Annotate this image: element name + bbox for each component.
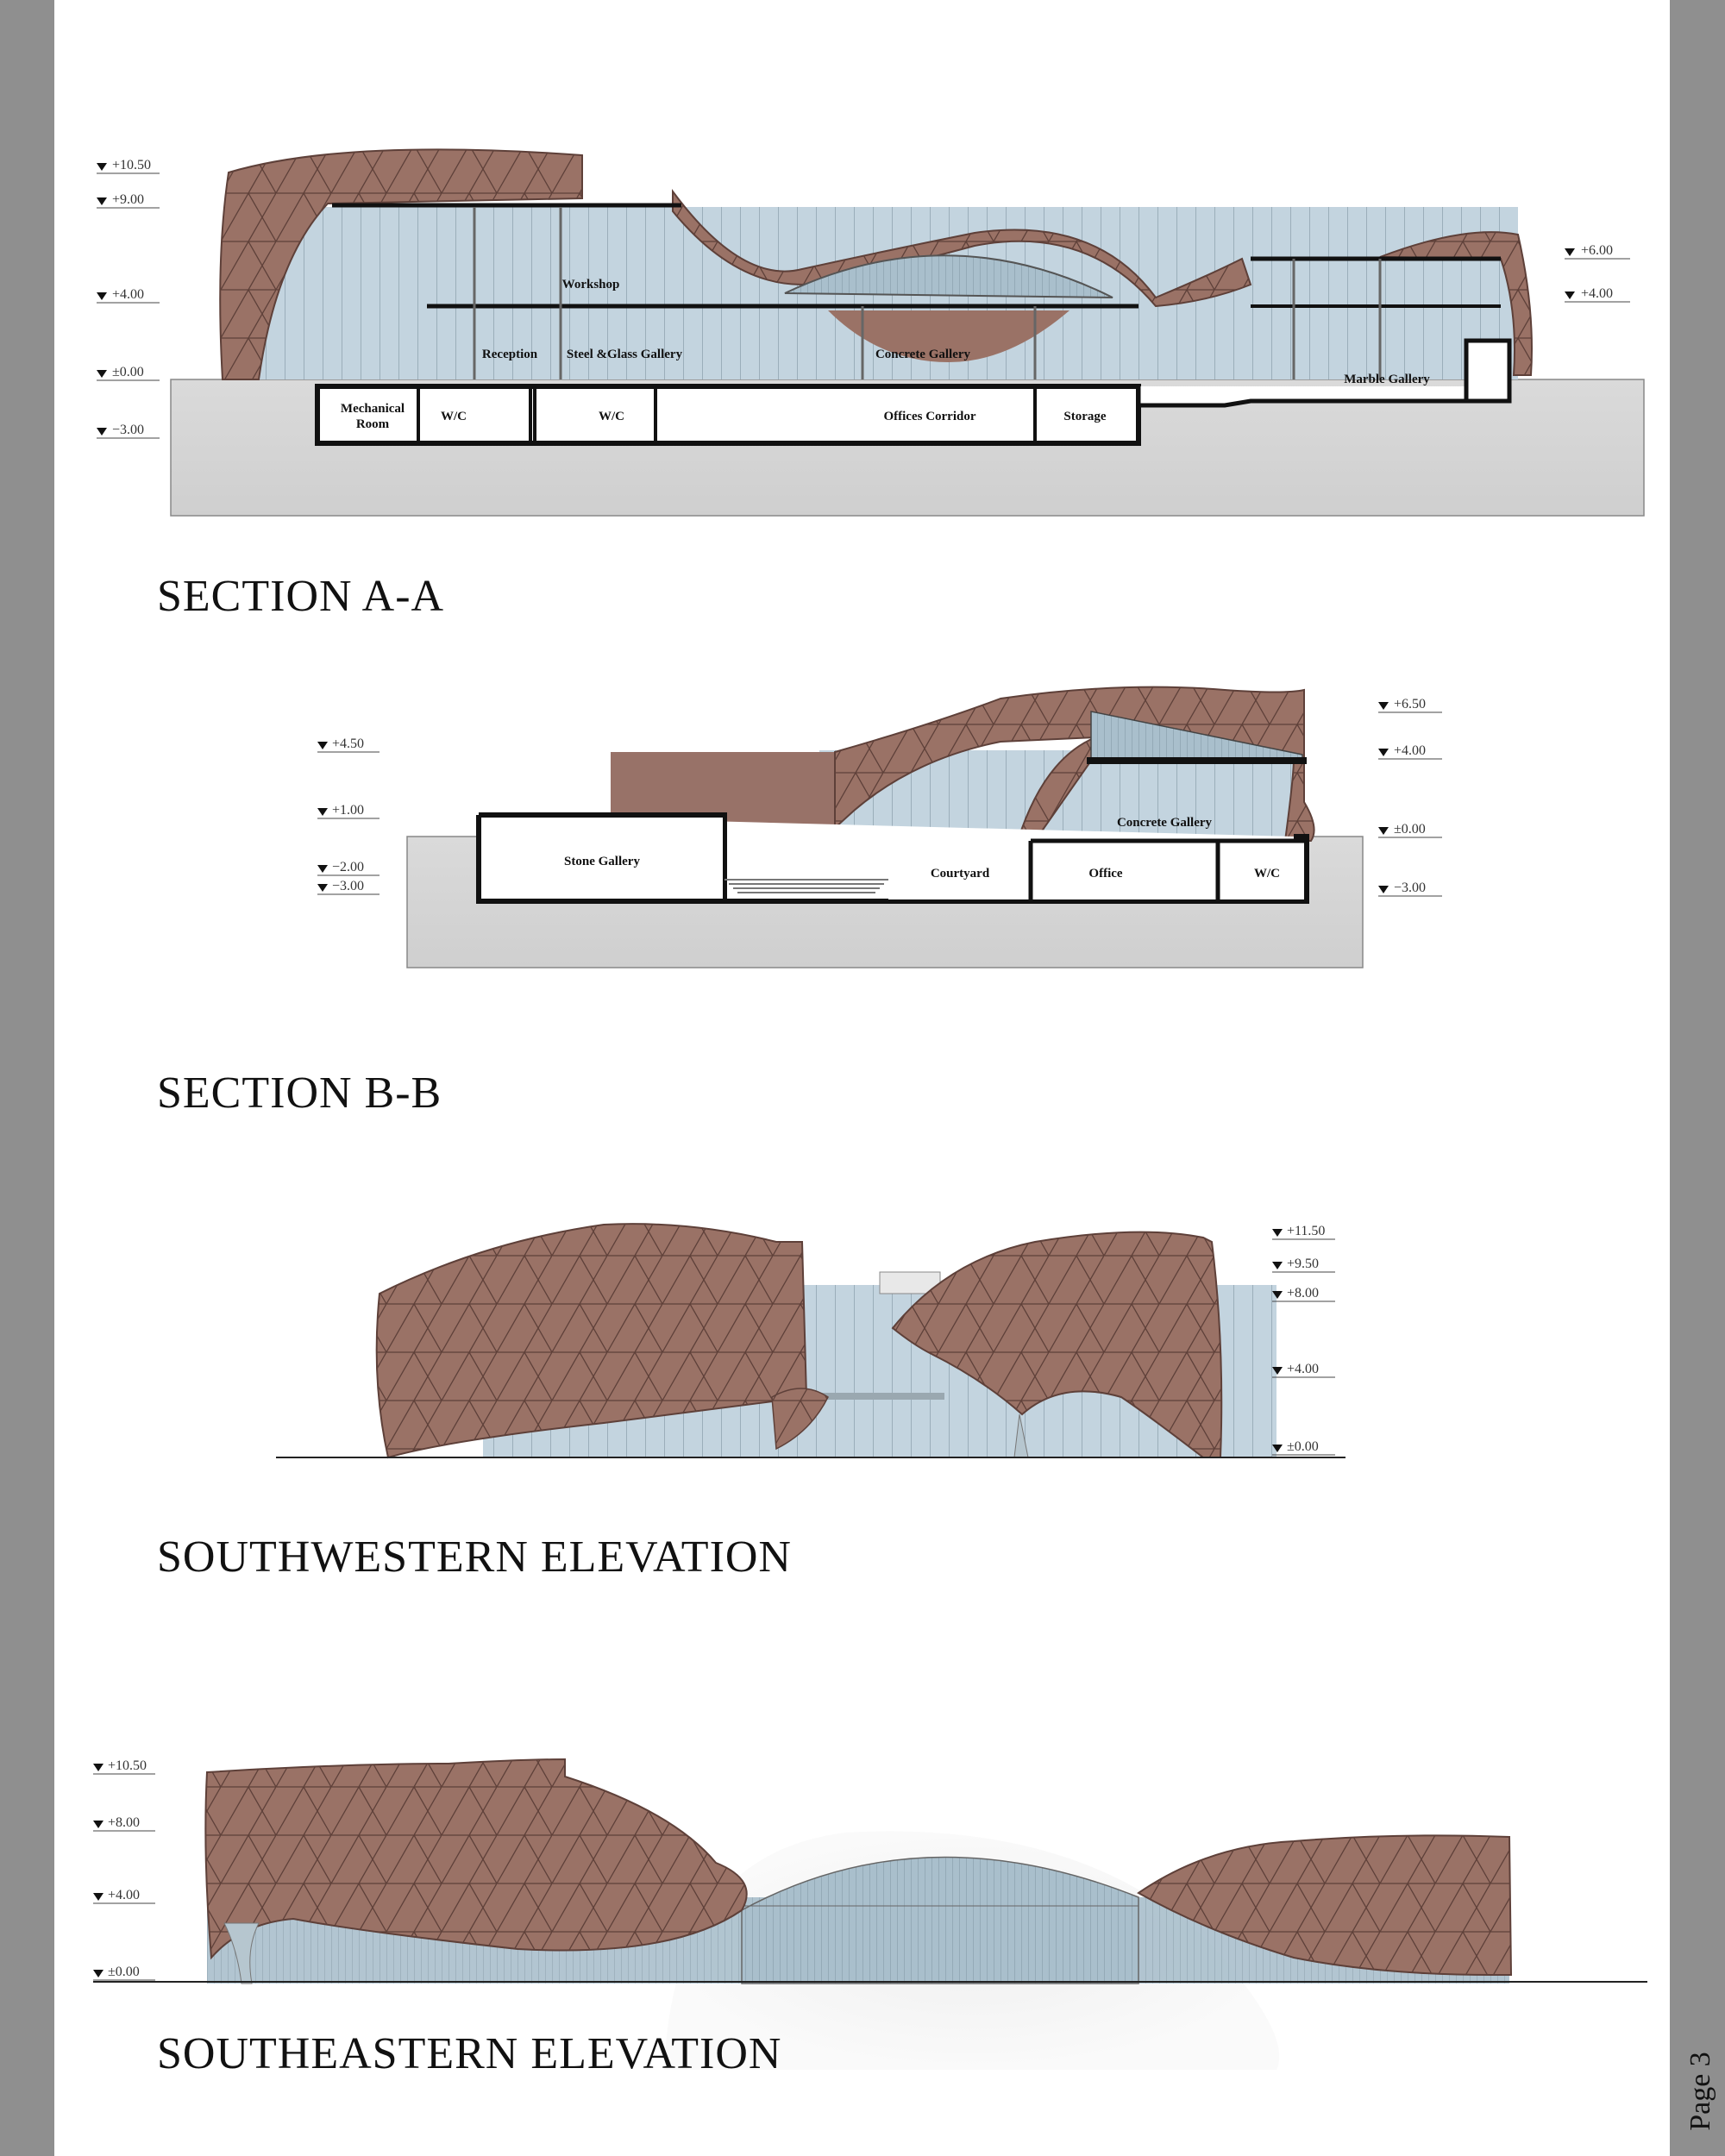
section-a-level-right-6-00: +6.00 xyxy=(1581,243,1614,258)
sw-level-11-50: +11.50 xyxy=(1287,1224,1326,1238)
page-number xyxy=(1677,2035,1725,2147)
section-b-room-concrete: Concrete Gallery xyxy=(1116,816,1213,830)
section-b-level-right-0-00: ±0.00 xyxy=(1394,822,1426,837)
section-a-marble-block xyxy=(1466,341,1509,401)
section-a-room-concrete: Concrete Gallery xyxy=(875,348,971,361)
section-a-room-mechanical-2: Room xyxy=(355,417,390,431)
se-level-10-50: +10.50 xyxy=(108,1758,147,1773)
section-a-room-offices: Offices Corridor xyxy=(883,410,976,423)
section-b-room-stone: Stone Gallery xyxy=(564,855,640,868)
sw-level-8-00: +8.00 xyxy=(1287,1286,1320,1300)
section-a-drawing xyxy=(97,149,1644,516)
section-a-level-right-4-00: +4.00 xyxy=(1581,286,1614,301)
section-b-title: SECTION B-B xyxy=(157,1069,442,1118)
page-number-label: Page 3 xyxy=(1684,2052,1716,2131)
section-b-level-1-00: +1.00 xyxy=(332,803,365,818)
section-b-drawing xyxy=(317,687,1442,968)
sw-level-9-50: +9.50 xyxy=(1287,1257,1320,1271)
section-a-room-storage: Storage xyxy=(1063,410,1107,423)
section-a-room-reception: Reception xyxy=(481,348,538,361)
section-a-room-marble: Marble Gallery xyxy=(1344,373,1430,386)
section-b-level-minus-3-00: −3.00 xyxy=(332,879,365,893)
section-b-level-minus-2-00: −2.00 xyxy=(332,860,365,874)
section-a-ramp xyxy=(1138,386,1509,405)
sw-level-0-00: ±0.00 xyxy=(1287,1439,1319,1454)
section-a-level-4-00: +4.00 xyxy=(112,287,145,302)
section-b-slab xyxy=(1087,757,1307,764)
section-a-room-wc-2: W/C xyxy=(599,410,624,423)
section-b-level-right-6-50: +6.50 xyxy=(1394,697,1427,711)
section-b-room-wc: W/C xyxy=(1254,867,1280,881)
southwestern-elevation-drawing xyxy=(276,1224,1346,1457)
sw-level-4-00: +4.00 xyxy=(1287,1362,1320,1376)
section-a-level-10-50: +10.50 xyxy=(112,158,152,172)
se-level-8-00: +8.00 xyxy=(108,1815,141,1830)
section-b-level-right-minus-3-00: −3.00 xyxy=(1394,881,1427,895)
southeastern-elevation-title: SOUTHEASTERN ELEVATION xyxy=(157,2029,782,2078)
southeastern-elevation-drawing xyxy=(93,1758,1647,2070)
southwestern-elevation-title: SOUTHWESTERN ELEVATION xyxy=(157,1532,792,1582)
section-a-level-0-00: ±0.00 xyxy=(112,365,144,379)
section-b-room-office: Office xyxy=(1088,867,1123,881)
section-a-room-wc-1: W/C xyxy=(441,410,467,423)
se-level-4-00: +4.00 xyxy=(108,1888,141,1902)
section-a-room-steel-glass: Steel &Glass Gallery xyxy=(566,348,683,361)
section-a-level-minus-3-00: −3.00 xyxy=(112,423,145,437)
section-b-room-courtyard: Courtyard xyxy=(930,867,990,881)
section-b-level-4-50: +4.50 xyxy=(332,736,365,751)
section-a-room-workshop: Workshop xyxy=(561,278,620,291)
section-a-room-mechanical: Mechanical xyxy=(340,402,405,416)
section-a-level-9-00: +9.00 xyxy=(112,192,145,207)
section-b-level-right-4-00: +4.00 xyxy=(1394,743,1427,758)
se-level-0-00: ±0.00 xyxy=(108,1965,140,1979)
section-a-title: SECTION A-A xyxy=(157,572,445,621)
